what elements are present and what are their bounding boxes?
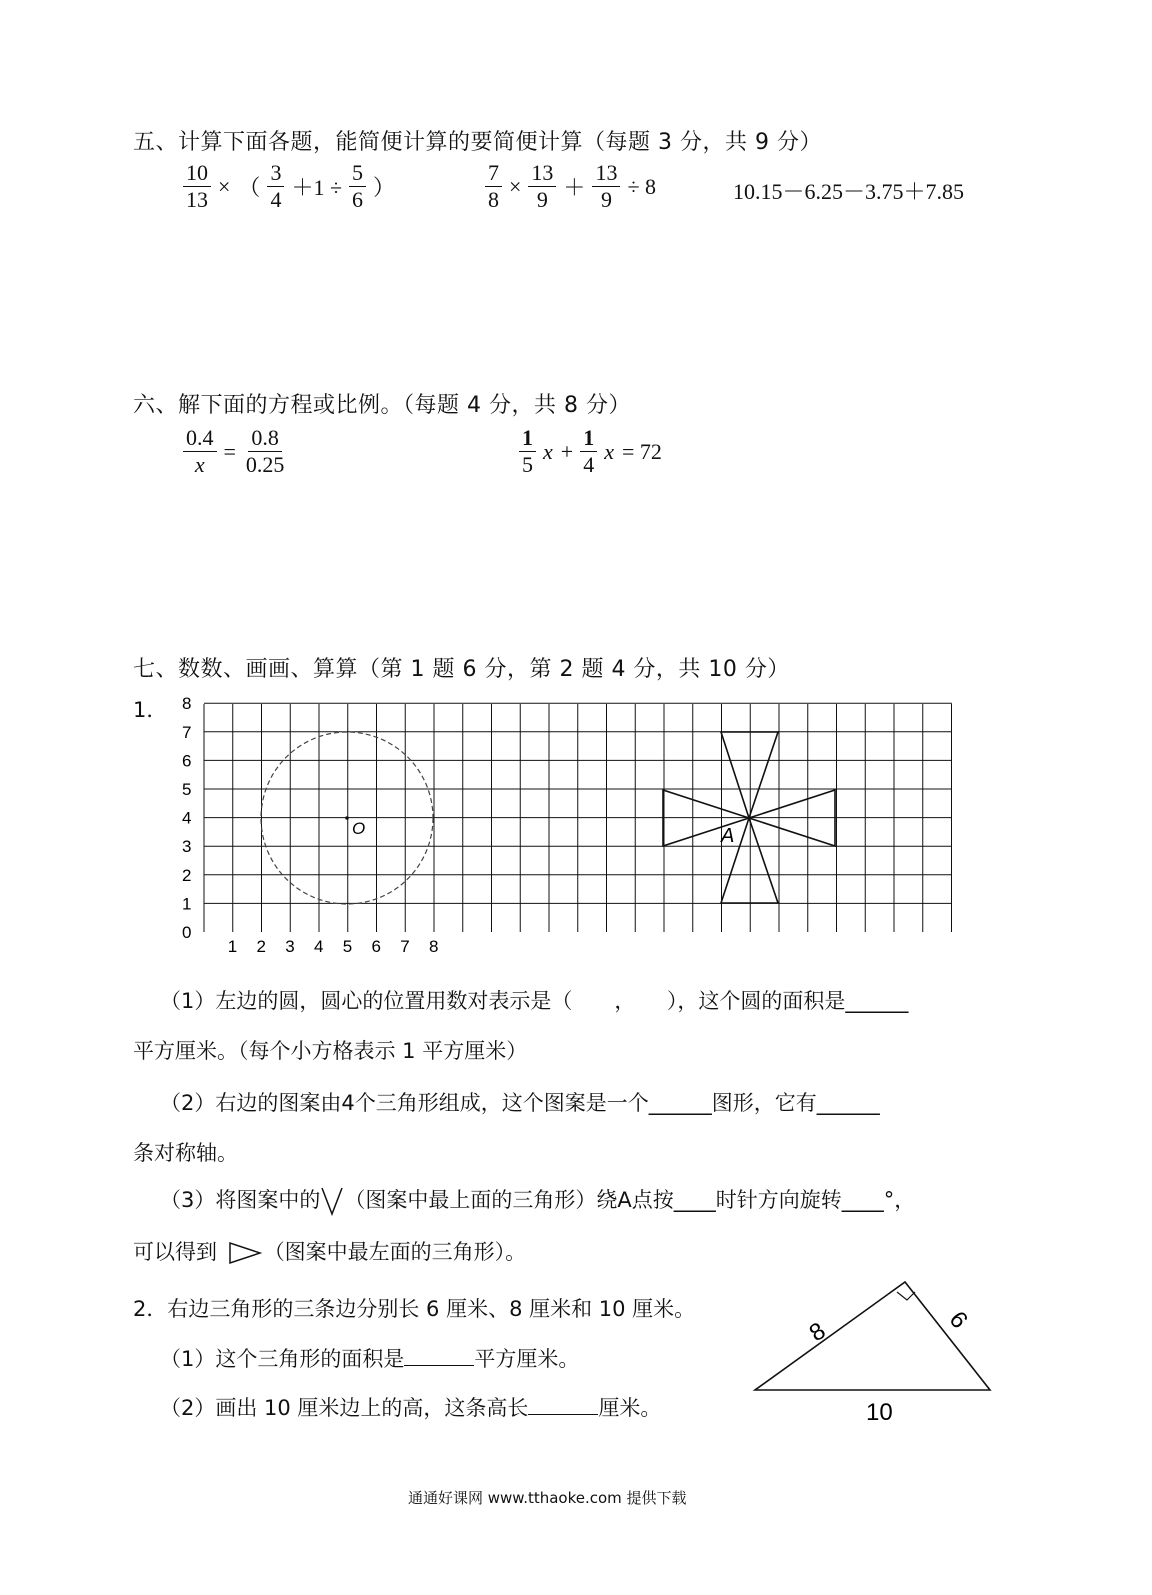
pattern-top-triangle [721, 732, 778, 818]
s5-problem-3: 10.15－6.25－3.75＋7.85 [733, 179, 965, 204]
question-1-label: 1． [133, 698, 168, 722]
q1-3-line2: 可以得到 （图案中最左面的三角形）。 [133, 1240, 527, 1264]
y-tick-label: 0 [182, 923, 192, 942]
grid-figure [170, 690, 970, 960]
y-axis-ticks [182, 694, 191, 942]
fraction: $\frac{0.8}{0.25}$ [245, 425, 285, 477]
x-tick-label: 6 [371, 937, 381, 956]
x-axis-ticks [228, 937, 439, 956]
fraction: $\frac{10}{13}$ [183, 160, 211, 213]
circle-center-label: O [352, 819, 366, 838]
q2-2-line: （2）画出 10 厘米边上的高，这条高长 厘米。 [160, 1396, 662, 1420]
left-triangle-icon [224, 1241, 264, 1265]
s6-problem-2: $\frac{1}{5}$ x + $\frac{1}{4}$ x = 72 [516, 425, 666, 478]
fraction: $\frac{3}{4}$ [267, 160, 284, 213]
y-tick-label: 6 [182, 751, 192, 771]
x-tick-label: 7 [400, 937, 410, 956]
q2-stem: 2．右边三角形的三条边分别长 6 厘米、8 厘米和 10 厘米。 [133, 1297, 696, 1321]
q1-2-line2: 条对称轴。 [133, 1141, 238, 1165]
fraction: $\frac{13}{9}$ [528, 160, 556, 213]
q1-1-line1: （1）左边的圆，圆心的位置用数对表示是（ ， ），这个圆的面积是______ [160, 989, 909, 1013]
x-tick-label: 8 [429, 937, 439, 956]
y-tick-label: 2 [182, 865, 192, 885]
right-triangle [755, 1282, 990, 1390]
pattern-point-label: A [721, 825, 735, 847]
right-angle-mark [897, 1292, 915, 1300]
s6-problem-1: $\frac{0.4}{x}$ = $\frac{0.8}{0.25}$ [180, 425, 290, 478]
y-tick-label: 8 [182, 694, 192, 714]
section7-heading: 七、数数、画画、算算（第 1 题 6 分，第 2 题 4 分，共 10 分） [133, 657, 790, 682]
side-a-label: 8 [804, 1317, 831, 1348]
fraction: $\frac{7}{8}$ [485, 160, 502, 213]
y-tick-label: 5 [182, 780, 192, 799]
q1-2-line1: （2）右边的图案由4个三角形组成，这个图案是一个______图形，它有______ [160, 1091, 880, 1115]
fraction: $\frac{1}{4}$ [580, 425, 597, 478]
q1-3-line1: （3）将图案中的 （图案中最上面的三角形）绕A点按____时针方向旋转____°， [160, 1184, 915, 1216]
right-triangle-figure [740, 1270, 1010, 1430]
fraction: $\frac{13}{9}$ [592, 160, 620, 213]
fraction: $\frac{0.4}{x}$ [183, 425, 217, 478]
circle-center-point [345, 816, 349, 820]
y-tick-label: 7 [182, 722, 192, 742]
grid-lines [204, 703, 952, 932]
answer-blank[interactable] [528, 1394, 598, 1415]
answer-blank[interactable] [404, 1345, 474, 1366]
x-tick-label: 4 [314, 937, 324, 956]
x-tick-label: 3 [285, 937, 295, 956]
q1-1-line2: 平方厘米。（每个小方格表示 1 平方厘米） [133, 1039, 528, 1063]
footer-text: 通通好课网 www.tthaoke.com 提供下载 [408, 1489, 687, 1507]
s5-problem-1: $\frac{10}{13}$ × （ $\frac{3}{4}$ ＋1 ÷ $\frac{5}{6}$ ） [180, 160, 399, 213]
q2-1-line: （1）这个三角形的面积是 平方厘米。 [160, 1347, 580, 1371]
x-tick-label: 2 [256, 937, 266, 956]
x-tick-label: 1 [227, 937, 238, 956]
y-tick-label: 1 [182, 894, 192, 914]
section6-heading: 六、解下面的方程或比例。（每题 4 分，共 8 分） [133, 393, 631, 418]
x-tick-label: 5 [342, 937, 353, 956]
side-c-label: 10 [866, 1399, 893, 1426]
fraction: $\frac{5}{6}$ [349, 160, 366, 213]
fraction: $\frac{1}{5}$ [519, 425, 536, 478]
y-tick-label: 3 [182, 837, 192, 857]
section5-heading: 五、计算下面各题，能简便计算的要简便计算（每题 3 分，共 9 分） [133, 130, 822, 155]
y-tick-label: 4 [182, 808, 192, 828]
s5-problem-2: $\frac{7}{8}$ × $\frac{13}{9}$ ＋ $\frac{13}{9}$ ÷ 8 [482, 160, 660, 213]
top-triangle-icon [320, 1186, 344, 1216]
side-b-label: 6 [943, 1306, 973, 1334]
